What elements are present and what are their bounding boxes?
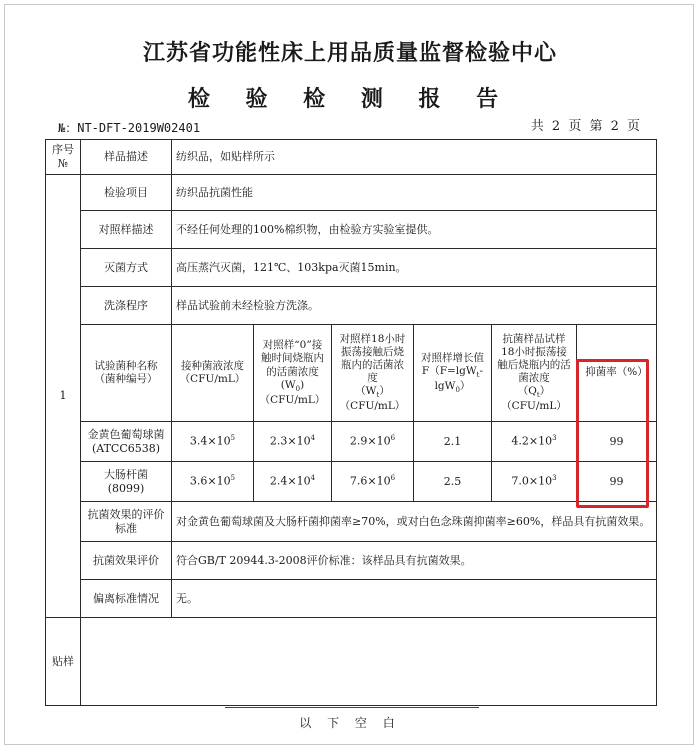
table-row [46, 249, 657, 287]
qt-cell: $7.0\times 10^3$ [492, 462, 577, 502]
wt-cell: $2.9\times 10^6$ [332, 422, 414, 462]
report-title: 江苏省功能性床上用品质量监督检验中心 [142, 40, 557, 66]
inoculum-header: 接种菌液浓度 （CFU/mL） [172, 325, 254, 422]
table-row [46, 140, 657, 175]
washing-value: 样品试验前未经检验方洗涤。 [172, 287, 657, 325]
table-row [46, 542, 657, 580]
w0-header: 对照样“0”接触时间烧瓶内的活菌浓度 $(W_0)$ （CFU/mL） [254, 325, 332, 422]
sterilization-value: 高压蒸汽灭菌，121℃、103kpa灭菌15min。 [172, 249, 657, 287]
control-desc-value: 不经任何处理的100%棉织物，由检验方实验室提供。 [172, 211, 657, 249]
evaluation-value: 符合GB/T 20944.3-2008评价标准：该样品具有抗菌效果。 [172, 542, 657, 580]
footer-blank-note: 以 下 空 白 [299, 716, 401, 730]
seq-value: 1 [46, 175, 81, 618]
qt-header: 抗菌样品试样18小时振荡接触后烧瓶内的活菌浓度 $(Q_t)$ （CFU/mL） [492, 325, 577, 422]
strain-name-header: 试验菌种名称 （菌种编号） [81, 325, 172, 422]
growth-header: 对照样增长值 F（F=lgW$_t$-lgW$_0$） [414, 325, 492, 422]
deviation-label: 偏离标准情况 [81, 580, 172, 618]
rate-cell: 99 [577, 462, 657, 502]
w0-cell: $2.4\times 10^4$ [254, 462, 332, 502]
inoculum-cell: $3.4\times 10^5$ [172, 422, 254, 462]
test-item-label: 检验项目 [81, 175, 172, 211]
page-info: 共 2 页 第 2 页 [530, 119, 642, 134]
swatch-area [81, 618, 657, 706]
sterilization-label: 灭菌方式 [81, 249, 172, 287]
table-row [46, 462, 657, 502]
rate-header: 抑菌率（%） [577, 325, 657, 422]
footer-divider [225, 707, 479, 708]
seq-header: 序号 [52, 143, 74, 157]
sample-desc-label: 样品描述 [81, 140, 172, 175]
deviation-value: 无。 [172, 580, 657, 618]
rate-cell: 99 [577, 422, 657, 462]
table-row [46, 422, 657, 462]
sample-desc-value: 纺织品，如贴样所示 [172, 140, 657, 175]
growth-cell: 2.1 [414, 422, 492, 462]
control-desc-label: 对照样描述 [81, 211, 172, 249]
report-table [45, 139, 657, 706]
wt-header: 对照样18小时振荡接触后烧瓶内的活菌浓度 $(W_t)$ （CFU/mL） [332, 325, 414, 422]
seq-header-cell [46, 140, 81, 175]
table-row [46, 211, 657, 249]
table-row [46, 325, 657, 422]
w0-cell: $2.3\times 10^4$ [254, 422, 332, 462]
swatch-label: 贴样 [46, 618, 81, 706]
table-row [46, 502, 657, 542]
table-row [46, 287, 657, 325]
seq-header-sub: № [57, 157, 69, 170]
table-row [46, 580, 657, 618]
document-number: №：NT-DFT-2019W02401 [58, 121, 201, 135]
table-row [46, 618, 657, 706]
table-row [46, 175, 657, 211]
qt-cell: $4.2\times 10^3$ [492, 422, 577, 462]
evaluation-label: 抗菌效果评价 [81, 542, 172, 580]
criteria-label: 抗菌效果的评价标准 [81, 502, 172, 542]
inoculum-cell: $3.6\times 10^5$ [172, 462, 254, 502]
strain-name-cell: 金黄色葡萄球菌 (ATCC6538) [81, 422, 172, 462]
strain-name-cell: 大肠杆菌 (8099) [81, 462, 172, 502]
test-item-value: 纺织品抗菌性能 [172, 175, 657, 211]
growth-cell: 2.5 [414, 462, 492, 502]
wt-cell: $7.6\times 10^6$ [332, 462, 414, 502]
report-subtitle: 检 验 检 测 报 告 [187, 86, 513, 112]
washing-label: 洗涤程序 [81, 287, 172, 325]
criteria-value: 对金黄色葡萄球菌及大肠杆菌抑菌率≥70%，或对白色念珠菌抑菌率≥60%，样品具有抗菌效果。 [172, 502, 657, 542]
